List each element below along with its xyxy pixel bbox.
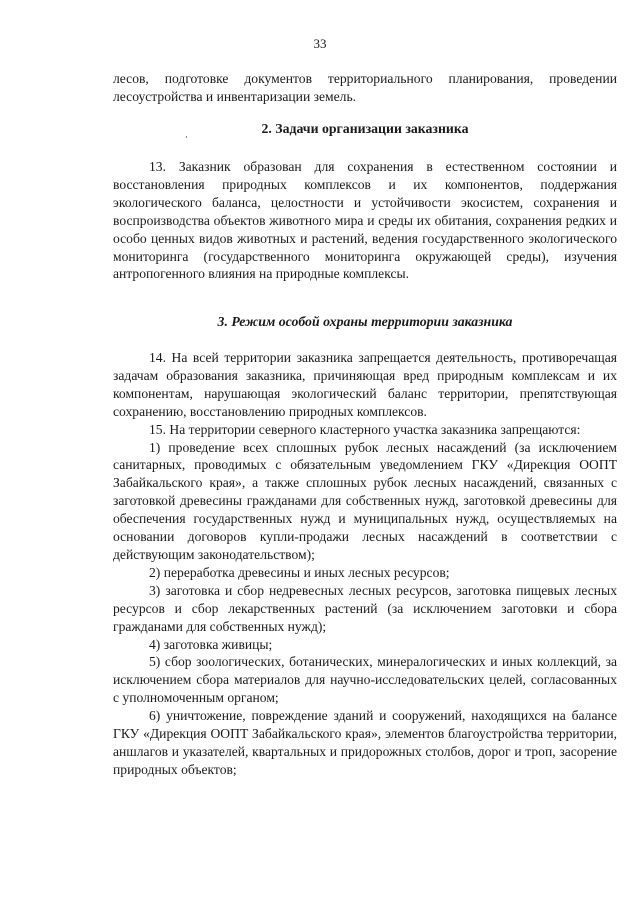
continuation-text bbox=[113, 70, 617, 106]
paragraph-15: 15. На территории северного кластерного участка заказника запрещаются: bbox=[149, 421, 581, 437]
page-number: 33 bbox=[313, 36, 327, 51]
list-item-5: 5) сбор зоологических, ботанических, минералогических и иных коллекций, за исключением сбора материалов для научно-исследовательских целей, согласованных с уполномоченным органом; bbox=[113, 654, 617, 706]
list-item-4: 4) заготовка живицы; bbox=[149, 636, 273, 652]
list-item-6: 6) уничтожение, повреждение зданий и сооружений, находящихся на балансе ГКУ «Дирекция ООПТ Забайкальского края», элементов благоустройства территории, аншлагов и указателей, квартальных и придорожных столбов, дорог и троп, засорение природных объектов; bbox=[113, 708, 617, 777]
section-heading-2: 2. Задачи организации заказника bbox=[261, 121, 469, 136]
paragraph-13: 13. Заказник образован для сохранения в естественном состоянии и восстановления природных комплексов и их компонентов, поддержания экологического баланса, целостности и устойчивости экосистем, сохранения и воспроизводства объектов животного мира и среды их обитания, сохранения редких и особо ценных видов животных и растений, ведения государственного экологического мониторинга (государственного мониторинга окружающей среды), изучения антропогенного влияния на природные комплексы. bbox=[113, 159, 617, 282]
paragraph-14: 14. На всей территории заказника запрещается деятельность, противоречащая задачам образования заказника, причиняющая вред природным комплексам и их компонентам, нарушающая экологический баланс территории, препятствующая сохранению, восстановлению природных комплексов. bbox=[113, 350, 617, 419]
paragraph: лесов, подготовке документов территориального планирования, проведении лесоустройства и инвентаризации земель. bbox=[113, 71, 617, 104]
list-item-1: 1) проведение всех сплошных рубок лесных насаждений (за исключением санитарных, проводимых с обязательным уведомлением ГКУ «Дирекция ООПТ Забайкальского края», а также сплошных рубок лесных насаждений, связанных с заготовкой древесины гражданами для собственных нужд, заготовкой древесины для обеспечения государственных нужд и муниципальных нужд, осуществляемых на основании договоров купли-продажи лесных насаждений в соответствии с действующим законодательством); bbox=[113, 439, 617, 562]
section-heading-3: 3. Режим особой охраны территории заказника bbox=[217, 314, 513, 329]
section-2-body bbox=[113, 158, 617, 283]
list-item-3: 3) заготовка и сбор недревесных лесных ресурсов, заготовка пищевых лесных ресурсов и сбор лекарственных растений (за исключением заготовки и сбора гражданами для собственных нужд); bbox=[113, 582, 617, 634]
list-item-2: 2) переработка древесины и иных лесных ресурсов; bbox=[149, 564, 450, 580]
section-3-body bbox=[113, 349, 617, 779]
